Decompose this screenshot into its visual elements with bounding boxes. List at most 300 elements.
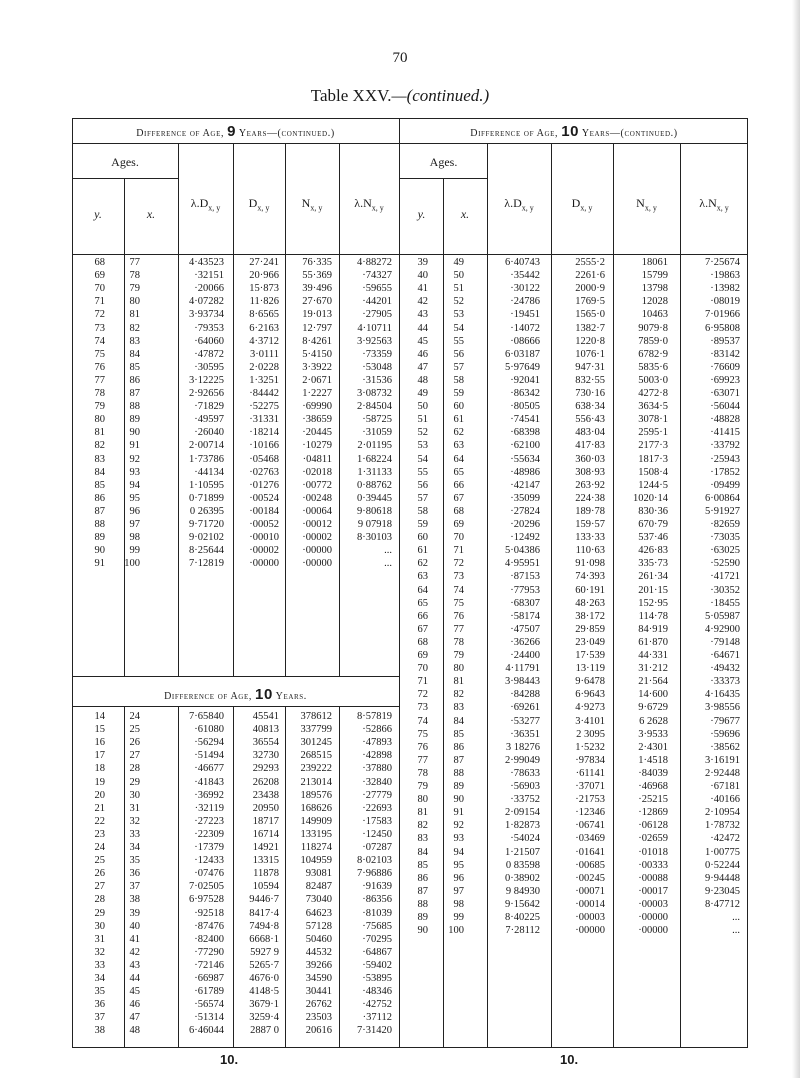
table-row xyxy=(0,793,800,806)
right-section-heading: Difference of Age, 10 Years—(continued.) xyxy=(470,123,678,140)
table-cell: ·61789 xyxy=(194,986,224,998)
table-cell: 94 xyxy=(453,846,464,858)
table-cell: 15799 xyxy=(641,270,668,282)
table-cell: 2·0671 xyxy=(302,374,332,386)
table-cell: 4676·0 xyxy=(249,973,279,984)
table-cell: 44 xyxy=(129,973,140,984)
table-cell: 16714 xyxy=(252,828,279,840)
table-cell: ·14072 xyxy=(510,322,540,334)
left-subsection-heading: Difference of Age, 10 Years. xyxy=(164,686,307,703)
table-cell: ·77290 xyxy=(194,946,224,958)
table-cell: 28 xyxy=(94,894,105,906)
table-cell: 98 xyxy=(453,898,464,910)
table-cell: 29·859 xyxy=(575,623,605,635)
right-d-header: $D_{x, y}$ xyxy=(571,196,593,213)
table-cell: 68 xyxy=(417,636,428,648)
table-cell: 3·16191 xyxy=(705,754,740,766)
table-cell: ·36351 xyxy=(510,728,540,740)
table-row xyxy=(0,885,800,898)
table-row xyxy=(0,1011,800,1024)
table-cell: 89 xyxy=(453,781,464,792)
table-cell: 72 xyxy=(94,309,105,321)
table-cell: 1565·0 xyxy=(575,309,605,321)
table-cell: 46 xyxy=(129,999,140,1011)
table-cell: 37 xyxy=(94,1012,105,1024)
table-cell: 7·31420 xyxy=(357,1025,392,1037)
table-cell: 15·873 xyxy=(249,283,279,295)
table-cell: 6782·9 xyxy=(638,348,668,360)
table-cell: 9 07918 xyxy=(357,519,392,530)
table-cell: 2·92448 xyxy=(705,767,740,779)
table-cell: 2555·2 xyxy=(575,257,605,268)
table-cell: 95 xyxy=(453,859,464,871)
table-cell: 82 xyxy=(94,440,105,452)
table-cell: ·00000 xyxy=(302,545,332,557)
table-cell: 70 xyxy=(94,283,105,295)
table-cell: 2·0228 xyxy=(249,361,279,373)
table-cell: ... xyxy=(732,912,740,923)
table-row xyxy=(0,806,800,819)
left-d-header: $D_{x, y}$ xyxy=(248,196,270,213)
table-cell: 1·78732 xyxy=(705,820,740,832)
table-cell: ·86356 xyxy=(362,894,392,906)
table-cell: 4·3712 xyxy=(249,335,279,347)
table-cell: ·30595 xyxy=(194,361,224,373)
table-cell: ·08666 xyxy=(510,335,540,347)
table-cell: 20·966 xyxy=(249,270,279,282)
table-cell: ·00245 xyxy=(575,872,605,884)
table-cell: 1·00775 xyxy=(705,846,740,858)
table-cell: 337799 xyxy=(300,724,332,736)
table-cell: 38 xyxy=(129,894,140,906)
table-cell: 8·40225 xyxy=(505,912,540,923)
table-cell: ·00017 xyxy=(638,885,668,897)
table-cell: 110·63 xyxy=(575,545,605,557)
table-cell: ·02018 xyxy=(302,466,332,478)
table-cell: 1817·3 xyxy=(638,453,668,465)
table-cell: ·12869 xyxy=(638,807,668,819)
table-cell: 104959 xyxy=(300,855,332,867)
table-cell: 36 xyxy=(94,999,105,1011)
table-cell: ·30122 xyxy=(510,283,540,295)
table-cell: 25 xyxy=(129,724,140,736)
table-cell: ·00003 xyxy=(638,898,668,910)
table-cell: 97 xyxy=(129,519,140,530)
table-cell: ·41415 xyxy=(710,427,740,439)
table-row xyxy=(0,531,800,544)
table-cell: 308·93 xyxy=(575,466,605,478)
table-cell: 3259·4 xyxy=(249,1012,279,1024)
table-row xyxy=(0,662,800,675)
table-cell: 14921 xyxy=(252,842,279,853)
table-cell: 67 xyxy=(453,492,464,504)
table-row xyxy=(0,466,800,479)
table-cell: 45 xyxy=(417,335,428,347)
table-cell: 44 xyxy=(417,322,428,334)
table-cell: 39 xyxy=(417,257,428,268)
table-cell: ·25943 xyxy=(710,453,740,465)
table-cell: ·56044 xyxy=(710,401,740,413)
table-cell: ·48346 xyxy=(362,986,392,998)
table-cell: 9446·7 xyxy=(249,894,279,906)
table-cell: 58 xyxy=(417,505,428,517)
table-cell: ·53048 xyxy=(362,361,392,373)
table-cell: 10594 xyxy=(252,881,279,893)
table-cell: ·59696 xyxy=(710,728,740,740)
table-cell: ·37071 xyxy=(575,781,605,792)
table-cell: ·92041 xyxy=(510,374,540,386)
table-cell: ·79677 xyxy=(710,715,740,727)
table-cell: 5·4150 xyxy=(302,348,332,360)
table-cell: 8·6565 xyxy=(249,309,279,321)
table-cell: ·17379 xyxy=(194,842,224,853)
table-cell: ·75685 xyxy=(362,920,392,932)
table-cell: 88 xyxy=(453,767,464,779)
table-cell: 26 xyxy=(94,868,105,880)
table-row xyxy=(0,610,800,623)
table-cell: 1·5232 xyxy=(575,741,605,753)
table-cell: 35 xyxy=(129,855,140,867)
table-cell: 82 xyxy=(417,820,428,832)
table-cell: 51 xyxy=(417,414,428,426)
table-cell: 93 xyxy=(129,466,140,478)
table-cell: 99 xyxy=(129,545,140,557)
table-row xyxy=(0,741,800,754)
table-cell: 33 xyxy=(129,828,140,840)
table-cell: 63 xyxy=(453,440,464,452)
table-row xyxy=(0,859,800,872)
table-cell: ·58725 xyxy=(362,414,392,426)
table-cell: 2887 0 xyxy=(250,1025,279,1037)
table-cell: ·33792 xyxy=(710,440,740,452)
table-cell: ·00000 xyxy=(249,558,279,570)
table-cell: 57 xyxy=(417,492,428,504)
table-cell: 6668·1 xyxy=(249,933,279,945)
table-cell: ·79148 xyxy=(710,636,740,648)
table-cell: ·01018 xyxy=(638,846,668,858)
table-cell: ·30352 xyxy=(710,584,740,596)
table-cell: ·84442 xyxy=(249,388,279,399)
table-cell: 0·52244 xyxy=(705,859,740,871)
table-cell: 3679·1 xyxy=(249,999,279,1011)
table-cell: ·46677 xyxy=(194,763,224,775)
table-cell: 4·11791 xyxy=(505,663,540,675)
table-cell: 92 xyxy=(453,820,464,832)
table-cell: 3·98556 xyxy=(705,702,740,714)
table-cell: 10463 xyxy=(641,309,668,321)
table-cell: ·04811 xyxy=(302,453,332,465)
table-cell: 6 2628 xyxy=(639,715,668,727)
table-cell: 6·95808 xyxy=(705,322,740,334)
table-cell: 9·94448 xyxy=(705,872,740,884)
table-cell: ·69261 xyxy=(510,702,540,714)
table-cell: ·26040 xyxy=(194,427,224,439)
table-cell: 58 xyxy=(453,374,464,386)
table-cell: ·00014 xyxy=(575,898,605,910)
table-row xyxy=(0,492,800,505)
table-cell: 37 xyxy=(129,881,140,893)
table-cell: 96 xyxy=(129,505,140,517)
table-row xyxy=(0,374,800,387)
table-cell: 55·369 xyxy=(302,270,332,282)
table-cell: ·25215 xyxy=(638,794,668,806)
table-cell: 5003·0 xyxy=(638,374,668,386)
table-cell: ·31536 xyxy=(362,374,392,386)
table-row xyxy=(0,597,800,610)
table-cell: ·69923 xyxy=(710,374,740,386)
table-cell: 168626 xyxy=(300,802,332,814)
table-cell: ·18214 xyxy=(249,427,279,439)
table-cell: 33 xyxy=(94,959,105,971)
table-cell: 67 xyxy=(417,623,428,635)
table-cell: ·40166 xyxy=(710,794,740,806)
table-cell: ·35442 xyxy=(510,270,540,282)
table-cell: 93081 xyxy=(305,868,332,880)
table-cell: 82 xyxy=(129,322,140,334)
table-cell: 86 xyxy=(94,492,105,504)
table-cell: 3·3922 xyxy=(302,361,332,373)
table-cell: ·00003 xyxy=(575,912,605,923)
table-row xyxy=(0,728,800,741)
table-cell: 41 xyxy=(417,283,428,295)
table-cell: 64623 xyxy=(305,907,332,919)
table-cell: 11878 xyxy=(253,868,279,880)
table-cell: 1·3251 xyxy=(249,374,279,386)
table-cell: 85 xyxy=(417,859,428,871)
table-cell: 53 xyxy=(417,440,428,452)
table-cell: 12028 xyxy=(641,296,668,308)
left-ages-rule xyxy=(72,178,178,179)
table-cell: ·71829 xyxy=(194,401,224,413)
table-cell: 2177·3 xyxy=(638,440,668,452)
table-cell: 8·4261 xyxy=(302,335,332,347)
table-cell: 43 xyxy=(417,309,428,321)
table-cell: 14 xyxy=(94,711,105,722)
table-cell: 29 xyxy=(129,776,140,788)
table-cell: 23503 xyxy=(305,1012,332,1024)
table-cell: 91 xyxy=(129,440,140,452)
table-cell: 268515 xyxy=(300,750,332,762)
table-cell: ·00088 xyxy=(638,872,668,884)
table-cell: 1020·14 xyxy=(633,492,668,504)
table-cell: 54 xyxy=(453,322,464,334)
table-cell: 84 xyxy=(417,846,428,858)
table-cell: 9·02102 xyxy=(189,532,224,544)
table-cell: 2·84504 xyxy=(357,401,392,413)
table-cell: 3·93734 xyxy=(189,309,224,321)
table-cell: ·32840 xyxy=(362,776,392,788)
table-cell: 71 xyxy=(94,296,105,308)
table-cell: ·02659 xyxy=(638,833,668,845)
table-cell: 81 xyxy=(453,676,464,688)
table-cell: 133·33 xyxy=(575,532,605,544)
table-row xyxy=(0,505,800,518)
table-cell: 378612 xyxy=(300,711,332,722)
table-cell: 81 xyxy=(417,807,428,819)
table-cell: 6·03187 xyxy=(505,348,540,360)
table-cell: 65 xyxy=(453,466,464,478)
table-row xyxy=(0,269,800,282)
table-cell: 40 xyxy=(129,920,140,932)
table-cell: ·56294 xyxy=(194,737,224,749)
table-cell: 40 xyxy=(417,270,428,282)
table-cell: 79 xyxy=(417,781,428,792)
table-cell: ·69990 xyxy=(302,401,332,413)
table-cell: ·44134 xyxy=(194,466,224,478)
table-cell: 21·564 xyxy=(638,676,668,688)
table-cell: ·31059 xyxy=(362,427,392,439)
table-cell: 31·212 xyxy=(638,663,668,675)
table-row xyxy=(0,308,800,321)
table-cell: 8·25644 xyxy=(189,545,224,557)
table-cell: 88 xyxy=(417,898,428,910)
title-main: Table XXV. xyxy=(310,86,392,105)
table-cell: 60 xyxy=(453,401,464,413)
left-n-header: $N_{x, y}$ xyxy=(301,196,323,213)
table-cell: 20 xyxy=(94,789,105,801)
table-cell: 947·31 xyxy=(575,361,605,373)
table-cell: ·02763 xyxy=(249,466,279,478)
table-cell: 71 xyxy=(453,545,464,557)
table-cell: 4·92900 xyxy=(705,623,740,635)
table-cell: ... xyxy=(384,545,392,557)
table-cell: 5835·6 xyxy=(638,361,668,373)
table-cell: 18061 xyxy=(641,257,668,268)
table-cell: ·91639 xyxy=(362,881,392,893)
table-cell: 0·88762 xyxy=(357,479,392,491)
table-cell: 56 xyxy=(453,348,464,360)
table-cell: ·27905 xyxy=(362,309,392,321)
heading-rule xyxy=(72,143,748,144)
table-cell: 69 xyxy=(453,519,464,530)
left-ages-header: Ages. xyxy=(111,155,139,169)
table-cell: 60 xyxy=(417,532,428,544)
table-cell: 44532 xyxy=(305,946,332,958)
table-row xyxy=(0,780,800,793)
table-row xyxy=(0,322,800,335)
table-row xyxy=(0,623,800,636)
table-cell: 23·049 xyxy=(575,636,605,648)
table-cell: 9·6729 xyxy=(638,702,668,714)
table-cell: 72 xyxy=(453,558,464,570)
table-cell: ·79353 xyxy=(194,322,224,334)
table-cell: 31 xyxy=(129,802,140,814)
table-cell: ·22309 xyxy=(194,828,224,840)
table-cell: ·33752 xyxy=(510,794,540,806)
table-cell: 8·30103 xyxy=(357,532,392,544)
table-cell: ·82400 xyxy=(194,933,224,945)
table-cell: ·00685 xyxy=(575,859,605,871)
table-cell: 6·97528 xyxy=(189,894,224,906)
table-cell: 149909 xyxy=(300,815,332,827)
table-cell: 8·57819 xyxy=(357,711,392,722)
table-cell: ·67181 xyxy=(710,781,740,792)
table-cell: ·63071 xyxy=(710,388,740,399)
table-row xyxy=(0,518,800,531)
table-cell: ·00000 xyxy=(638,912,668,923)
table-cell: 90 xyxy=(417,925,428,937)
table-cell: ·63025 xyxy=(710,545,740,557)
table-row xyxy=(0,413,800,426)
right-ages-header: Ages. xyxy=(429,155,458,169)
table-row xyxy=(0,256,800,269)
table-cell: 1·4518 xyxy=(638,754,668,766)
table-cell: ·81039 xyxy=(362,907,392,919)
table-cell: 3 18276 xyxy=(505,741,540,753)
table-cell: ·68307 xyxy=(510,597,540,609)
table-cell: 36554 xyxy=(252,737,279,749)
table-cell: 335·73 xyxy=(638,558,668,570)
table-cell: ·22693 xyxy=(362,802,392,814)
table-cell: ·56574 xyxy=(194,999,224,1011)
table-cell: 27 xyxy=(129,750,140,762)
table-cell: 64 xyxy=(417,584,428,596)
table-cell: 57 xyxy=(453,361,464,373)
table-cell: 3·08732 xyxy=(357,388,392,399)
table-row xyxy=(0,1024,800,1037)
table-cell: ·56903 xyxy=(510,781,540,792)
table-cell: ·00248 xyxy=(302,492,332,504)
table-cell: 730·16 xyxy=(575,388,605,399)
table-row xyxy=(0,570,800,583)
table-cell: ·68398 xyxy=(510,427,540,439)
table-cell: 3·0111 xyxy=(250,348,279,360)
table-cell: 35 xyxy=(94,986,105,998)
table-cell: 74 xyxy=(417,715,428,727)
table-cell: ·01276 xyxy=(249,479,279,491)
table-cell: 5·05987 xyxy=(705,610,740,622)
table-cell: 13798 xyxy=(641,283,668,295)
table-cell: 71 xyxy=(417,676,428,688)
table-cell: 77 xyxy=(94,374,105,386)
table-cell: 7·01966 xyxy=(705,309,740,321)
table-cell: ·18455 xyxy=(710,597,740,609)
table-cell: ·59655 xyxy=(362,283,392,295)
table-cell: ·48828 xyxy=(710,414,740,426)
left-x-header: x. xyxy=(146,207,156,221)
table-cell: 97 xyxy=(453,885,464,897)
table-cell: 84 xyxy=(94,466,105,478)
table-cell: 39 xyxy=(129,907,140,919)
table-cell: ·64867 xyxy=(362,946,392,958)
table-cell: 77 xyxy=(453,623,464,635)
table-cell: ·78633 xyxy=(510,767,540,779)
table-cell: 2·01195 xyxy=(357,440,392,452)
table-cell: ·73359 xyxy=(362,348,392,360)
table-cell: ·42752 xyxy=(362,999,392,1011)
table-cell: 6·9643 xyxy=(575,689,605,701)
table-cell: 91 xyxy=(453,807,464,819)
table-row xyxy=(0,911,800,924)
table-cell: 50 xyxy=(417,401,428,413)
table-cell: 4·95951 xyxy=(505,558,540,570)
table-cell: ·54024 xyxy=(510,833,540,845)
table-row xyxy=(0,282,800,295)
table-cell: 82 xyxy=(453,689,464,701)
table-cell: ·20296 xyxy=(510,519,540,530)
table-cell: 27·670 xyxy=(302,296,332,308)
table-cell: 70 xyxy=(417,663,428,675)
table-cell: 73 xyxy=(417,702,428,714)
table-cell: 57128 xyxy=(305,920,332,932)
table-cell: 85 xyxy=(94,479,105,491)
table-cell: 6·46044 xyxy=(189,1025,224,1037)
table-cell: ·12433 xyxy=(194,855,224,867)
table-cell: 78 xyxy=(417,767,428,779)
table-cell: ·00333 xyxy=(638,859,668,871)
table-cell: ·37112 xyxy=(362,1012,392,1024)
right-lambda-n-header: $\lambda.N_{x, y}$ xyxy=(699,196,729,213)
